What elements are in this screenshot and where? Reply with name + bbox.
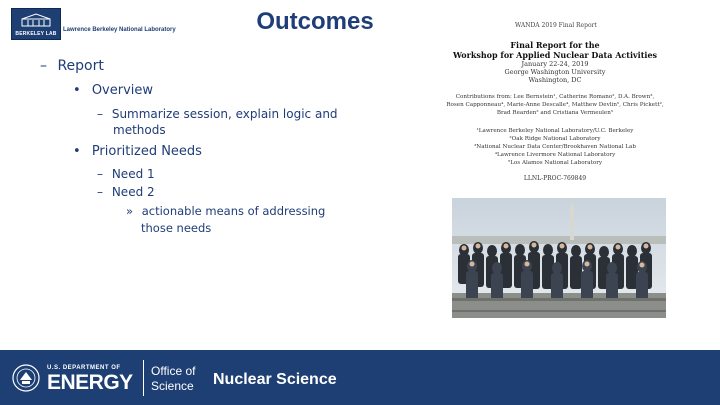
bullet-text: Summarize session, explain logic and	[111, 107, 338, 121]
bullet-overview	[73, 83, 153, 98]
bullet-text: those needs	[141, 221, 212, 235]
report-date: January 22-24, 2019	[521, 60, 589, 68]
office-line-2: Science	[151, 379, 194, 393]
bullet-need2	[97, 184, 155, 200]
office-of-science	[151, 364, 195, 394]
bullet-text: Need 2	[111, 185, 155, 199]
bullet-summarize	[97, 106, 338, 138]
report-header: WANDA 2019 Final Report	[515, 22, 597, 29]
bullet-text: Overview	[91, 83, 154, 98]
dot-marker: •	[73, 83, 81, 98]
dash-marker: –	[40, 58, 47, 74]
report-university: George Washington University	[504, 68, 606, 76]
bullet-text: Prioritized Needs	[91, 144, 202, 159]
report-affiliation-3: ³National Nuclear Data Center/Brookhaven National Lab	[474, 144, 636, 150]
building-icon	[20, 13, 52, 27]
report-cover-image	[440, 18, 670, 188]
bullet-text: Need 1	[111, 167, 155, 181]
report-authors-3: Brad Rearden² and Cristiana Vermeulen⁵	[496, 110, 614, 116]
program-name: Nuclear Science	[213, 371, 337, 388]
office-line-1: Office of	[151, 364, 196, 378]
berkeley-lab-logo	[11, 8, 61, 40]
report-authors-1: Contributions from: Lee Bernstein¹, Catherine Romano², D.A. Brown³,	[455, 94, 655, 100]
group-photo-drawing	[452, 198, 666, 318]
doe-seal-icon	[12, 364, 40, 392]
group-photo	[452, 198, 666, 318]
dash-marker: –	[97, 185, 103, 199]
bullet-actionable	[126, 203, 325, 237]
raquo-marker: »	[126, 204, 134, 218]
doe-small-label: U.S. DEPARTMENT OF	[47, 365, 121, 371]
report-id: LLNL-PROC-769849	[523, 175, 587, 182]
logo-label: BERKELEY LAB	[15, 31, 57, 37]
footer-divider	[143, 360, 144, 396]
bullet-text: actionable means of addressing	[141, 204, 326, 218]
report-affiliation-2: ²Oak Ridge National Laboratory	[509, 136, 601, 142]
bullet-report	[40, 58, 104, 74]
report-affiliation-5: ⁵Los Alamos National Laboratory	[507, 160, 603, 166]
bullet-need1	[97, 166, 155, 182]
page-title: Outcomes	[256, 8, 374, 35]
dot-marker: •	[73, 144, 81, 159]
lab-name: Lawrence Berkeley National Laboratory	[63, 27, 176, 33]
report-title-2: Workshop for Applied Nuclear Data Activities	[452, 50, 658, 60]
report-affiliation-4: ⁴Lawrence Livermore National Laboratory	[494, 152, 616, 158]
bullet-text: methods	[113, 123, 166, 137]
bullet-text: Report	[57, 58, 104, 74]
report-city: Washington, DC	[528, 76, 582, 84]
doe-wordmark: ENERGY	[47, 371, 133, 394]
report-affiliation-1: ¹Lawrence Berkeley National Laboratory/U.C. Berkeley	[476, 128, 634, 134]
dash-marker: –	[97, 167, 103, 181]
report-title-1: Final Report for the	[510, 40, 600, 50]
bullet-prioritized	[73, 144, 202, 159]
report-authors-2: Rosen Capponneau⁴, Marie-Anne Descalle⁴, Matthew Devlin⁵, Chris Pickett²,	[446, 102, 664, 108]
dash-marker: –	[97, 107, 103, 121]
footer-bar	[0, 350, 720, 405]
